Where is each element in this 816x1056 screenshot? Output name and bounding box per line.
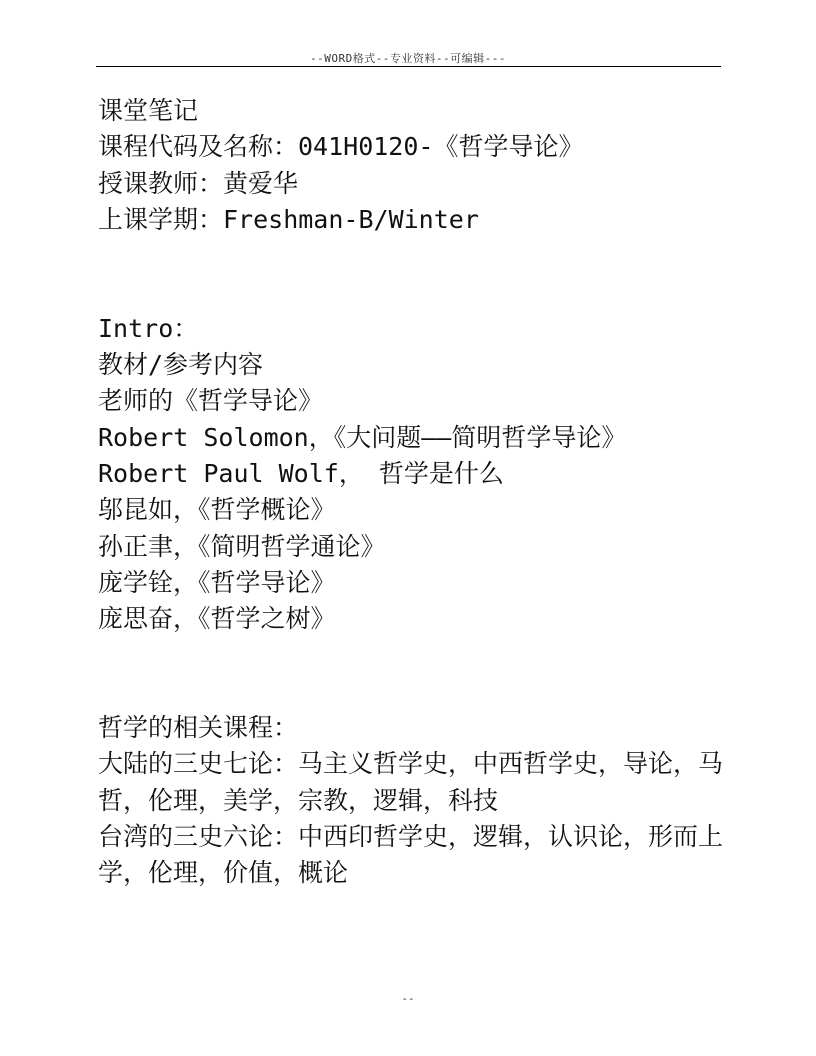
page-header: --WORD格式--专业资料--可编辑--- <box>309 52 507 65</box>
blank-lines <box>98 637 723 710</box>
reference-item: Robert Paul Wolf， 哲学是什么 <box>98 458 504 488</box>
reference-item: 庞学铨，《哲学导论》 <box>98 567 336 597</box>
intro-heading: Intro： <box>98 313 199 343</box>
document-body <box>98 93 723 892</box>
reference-item: 老师的《哲学导论》 <box>98 386 324 416</box>
courses-heading: 哲学的相关课程： <box>98 713 299 743</box>
mainland-courses: 大陆的三史七论：马主义哲学史，中西哲学史，导论，马哲，伦理，美学，宗教，逻辑，科技 <box>98 749 724 815</box>
doc-title: 课堂笔记 <box>98 96 199 125</box>
teacher-line: 授课教师：黄爱华 <box>98 168 299 198</box>
reference-item: 庞思奋，《哲学之树》 <box>98 604 336 634</box>
reference-item: 邬昆如，《哲学概论》 <box>98 495 336 525</box>
reference-item: Robert Solomon，《大问题——简明哲学导论》 <box>98 422 627 452</box>
page-footer: -- <box>401 992 415 1005</box>
course-code-line: 课程代码及名称：041H0120-《哲学导论》 <box>98 132 584 162</box>
taiwan-courses: 台湾的三史六论：中西印哲学史，逻辑，认识论，形而上学，伦理，价值，概论 <box>98 821 724 888</box>
references-subheading: 教材/参考内容 <box>98 350 264 380</box>
term-line: 上课学期：Freshman-B/Winter <box>98 204 479 234</box>
blank-lines <box>98 238 723 311</box>
reference-item: 孙正聿，《简明哲学通论》 <box>98 531 386 561</box>
header-divider <box>96 66 721 67</box>
